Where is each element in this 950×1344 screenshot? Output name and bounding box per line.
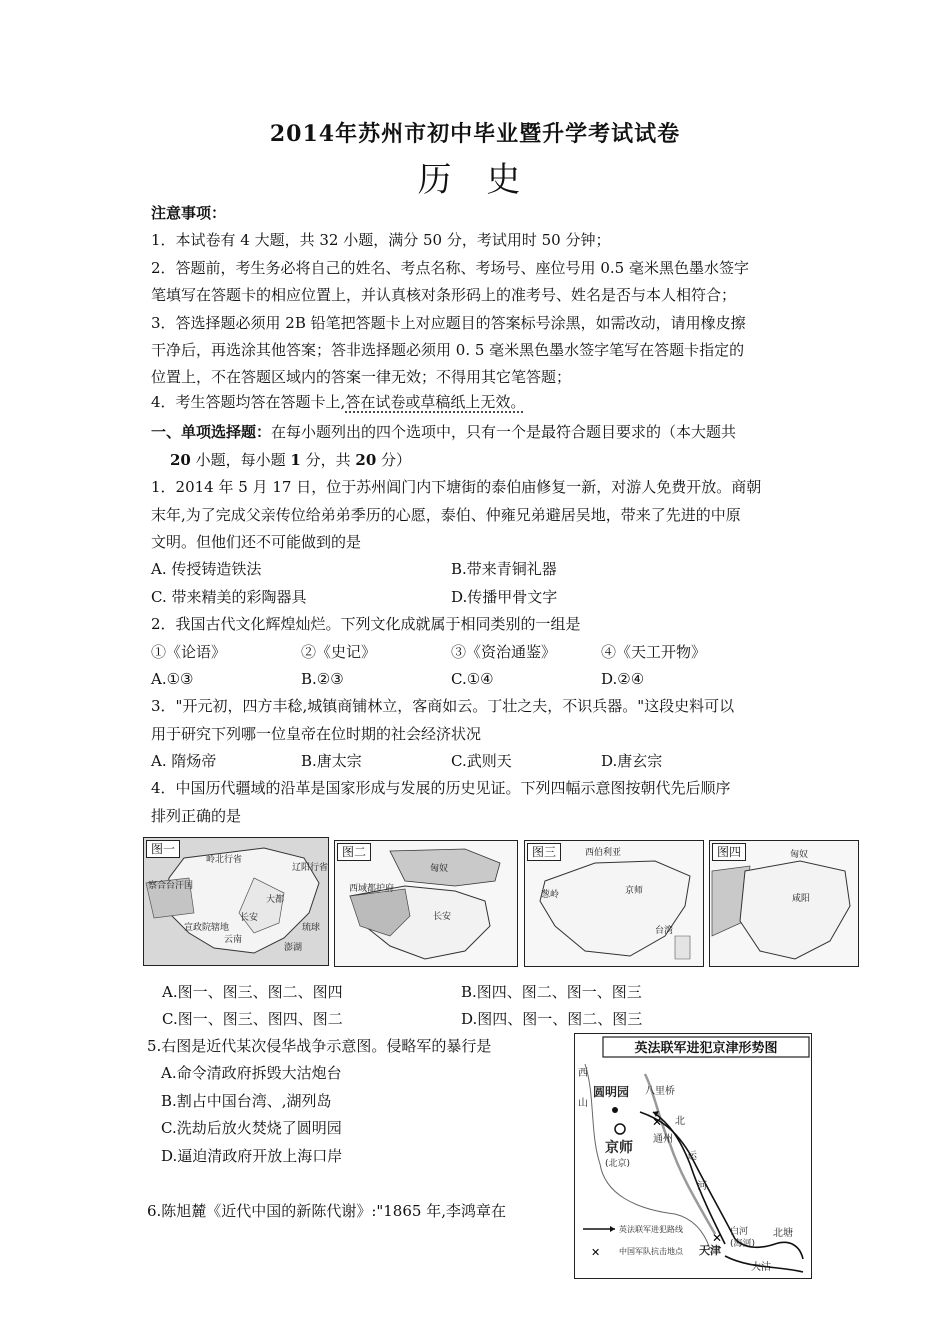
- q5-map-label: 天津: [699, 1244, 721, 1257]
- section-1-total: 20: [355, 451, 377, 469]
- q3-option-b: B.唐太宗: [301, 752, 362, 770]
- q4-option-b: B.图四、图二、图一、图三: [461, 983, 642, 1001]
- q5-war-map: [574, 1033, 812, 1279]
- map-1-label: 澎湖: [284, 943, 303, 953]
- q5-map-label: 京师: [605, 1140, 633, 1156]
- map-4-title: 图四: [712, 843, 746, 861]
- exam-title: 2014年苏州市初中毕业暨升学考试试卷: [269, 121, 681, 147]
- q3-option-a: A. 隋炀帝: [151, 752, 217, 770]
- section-1-text: 分）: [376, 451, 412, 469]
- q2-item: ③《资治通鉴》: [451, 643, 557, 661]
- map-1-label: 大都: [266, 895, 285, 905]
- section-1-count: [170, 450, 411, 470]
- notice-line: 1．本试卷有 4 大题，共 32 小题，满分 50 分，考试用时 50 分钟；: [151, 231, 611, 249]
- q5-stem: 5.右图是近代某次侵华战争示意图。侵略军的暴行是: [147, 1037, 492, 1055]
- section-1-question-count: 20: [170, 451, 191, 469]
- map-1-label: 察合台汗国: [148, 881, 194, 891]
- q5-war-map-graphic: [575, 1034, 811, 1278]
- section-1-intro: 在每小题列出的四个选项中，只有一个是最符合题目要求的（本大题共: [271, 423, 737, 441]
- notice-heading: 注意事项：: [151, 204, 227, 222]
- q4-option-a: A.图一、图三、图二、图四: [162, 983, 343, 1001]
- q1-stem: 1．2014 年 5 月 17 日，位于苏州阊门内下塘街的泰伯庙修复一新，对游人免费开放。商朝: [151, 478, 762, 496]
- x-mark-icon: ✕: [591, 1246, 601, 1259]
- notice-line: 笔填写在答题卡的相应位置上，并认真核对条形码上的准考号、姓名是否与本人相符合；: [151, 286, 737, 304]
- q3-stem: 用于研究下列哪一位皇帝在位时期的社会经济状况: [151, 725, 482, 743]
- notice-line-4: [151, 392, 525, 412]
- q5-option-d: D.逼迫清政府开放上海口岸: [161, 1147, 343, 1165]
- map-2-label: 长安: [433, 912, 452, 922]
- map-1-label: 琉球: [302, 923, 321, 933]
- q5-option-b: B.割占中国台湾、,湖列岛: [161, 1092, 332, 1110]
- section-1-text: 小题，每小题: [190, 451, 291, 469]
- q5-map-label: 白河: [730, 1227, 749, 1237]
- map-3-label: 西伯利亚: [585, 848, 622, 858]
- map-3-label: 台湾: [655, 926, 674, 936]
- q5-map-legend: 英法联军进犯路线: [619, 1225, 683, 1234]
- q4-stem: 排列正确的是: [151, 807, 242, 825]
- q5-map-legend: 中国军队抗击地点: [619, 1247, 683, 1256]
- q2-option-a: A.①③: [151, 670, 194, 688]
- map-3-label: 葱岭: [541, 890, 560, 900]
- q1-option-a: A. 传授铸造铁法: [151, 560, 262, 578]
- q4-map-4: [709, 840, 859, 967]
- map-1-title: 图一: [146, 840, 180, 858]
- notice-line: 2．答题前，考生务必将自己的姓名、考点名称、考场号、座位号用 0.5 毫米黑色墨水签字: [151, 259, 749, 277]
- q4-map-1: [143, 837, 329, 966]
- q5-map-label: (北京): [605, 1159, 631, 1169]
- q5-map-label: 大沽: [751, 1262, 771, 1273]
- map-3-label: 京师: [625, 886, 644, 896]
- q3-option-c: C.武则天: [451, 752, 512, 770]
- q2-option-c: C.①④: [451, 670, 494, 688]
- section-1-text: 分，共: [300, 451, 356, 469]
- q5-map-label: 北: [675, 1116, 685, 1127]
- map-1-label: 宣政院辖地: [184, 923, 230, 933]
- q6-stem: 6.陈旭麓《近代中国的新陈代谢》:"1865 年,李鸿章在: [147, 1202, 506, 1220]
- section-1-title: 一、单项选择题：: [151, 423, 272, 441]
- q5-map-label: 八里桥: [645, 1086, 675, 1097]
- x-mark-icon: ✕: [712, 1231, 723, 1245]
- q2-option-d: D.②④: [601, 670, 645, 688]
- q2-item: ②《史记》: [301, 643, 377, 661]
- map-1-label: 岭北行省: [206, 855, 243, 865]
- map-4-label: 咸阳: [792, 894, 811, 904]
- q3-stem: 3．"开元初，四方丰稔,城镇商铺林立，客商如云。丁壮之夫，不识兵器。"这段史料可以: [151, 697, 735, 715]
- q1-option-d: D.传播甲骨文字: [451, 588, 558, 606]
- q2-item: ④《天工开物》: [601, 643, 707, 661]
- q5-map-label: 圆明园: [593, 1085, 630, 1099]
- q5-option-c: C.洗劫后放火焚烧了圆明园: [161, 1119, 342, 1137]
- notice-line-4-emphasis: 答在试卷或草稿纸上无效。: [345, 393, 526, 411]
- q4-map-3: [524, 840, 704, 967]
- map-2-title: 图二: [337, 843, 371, 861]
- q5-map-label: 山: [578, 1098, 588, 1109]
- q2-stem: 2．我国古代文化辉煌灿烂。下列文化成就属于相同类别的一组是: [151, 615, 581, 633]
- q1-stem: 文明。但他们还不可能做到的是: [151, 533, 362, 551]
- q5-map-label: 通州: [653, 1134, 673, 1145]
- q4-option-c: C.图一、图三、图四、图二: [162, 1010, 343, 1028]
- q5-map-label: (海河): [730, 1239, 756, 1249]
- map-1-label: 长安: [240, 913, 259, 923]
- q3-option-d: D.唐玄宗: [601, 752, 663, 770]
- map-1-label: 云南: [224, 935, 243, 945]
- q4-option-d: D.图四、图一、图二、图三: [461, 1010, 643, 1028]
- q5-map-label: 河: [697, 1181, 707, 1192]
- map-4-label: 匈奴: [790, 850, 809, 860]
- q4-stem: 4．中国历代疆域的沿革是国家形成与发展的历史见证。下列四幅示意图按朝代先后顺序: [151, 779, 731, 797]
- map-2-label: 匈奴: [430, 864, 449, 874]
- q2-item: ①《论语》: [151, 643, 227, 661]
- subject-title: 历 史: [417, 160, 533, 200]
- map-3-title: 图三: [527, 843, 561, 861]
- section-1-score-each: 1: [290, 451, 301, 469]
- q5-map-label: 北塘: [773, 1228, 793, 1239]
- x-mark-icon: ✕: [652, 1115, 663, 1129]
- q5-option-a: A.命令清政府拆毁大沽炮台: [161, 1064, 342, 1082]
- map-1-label: 辽阳行省: [292, 863, 328, 873]
- q1-option-b: B.带来青铜礼器: [451, 560, 557, 578]
- notice-line: 干净后，再选涂其他答案；答非选择题必须用 0. 5 毫米黑色墨水签字笔写在答题卡指定的: [151, 341, 745, 359]
- q1-stem: 末年,为了完成父亲传位给弟弟季历的心愿，泰伯、仲雍兄弟避居吴地，带来了先进的中原: [151, 506, 741, 524]
- q1-option-c: C. 带来精美的彩陶器具: [151, 588, 307, 606]
- notice-line: 3．答选择题必须用 2B 铅笔把答题卡上对应题目的答案标号涂黑，如需改动，请用橡皮擦: [151, 314, 746, 332]
- q5-map-label: 运: [687, 1151, 697, 1162]
- q5-map-label: 西: [578, 1068, 588, 1079]
- notice-line: 位置上，不在答题区域内的答案一律无效；不得用其它笔答题；: [151, 368, 572, 386]
- notice-line-4-prefix: 4．考生答题均答在答题卡上,: [151, 393, 346, 411]
- q2-option-b: B.②③: [301, 670, 344, 688]
- q5-map-title: 英法联军进犯京津形势图: [634, 1041, 778, 1056]
- q4-map-2: [334, 840, 518, 967]
- map-2-label: 西域都护府: [349, 884, 395, 894]
- section-1-heading: [151, 422, 736, 442]
